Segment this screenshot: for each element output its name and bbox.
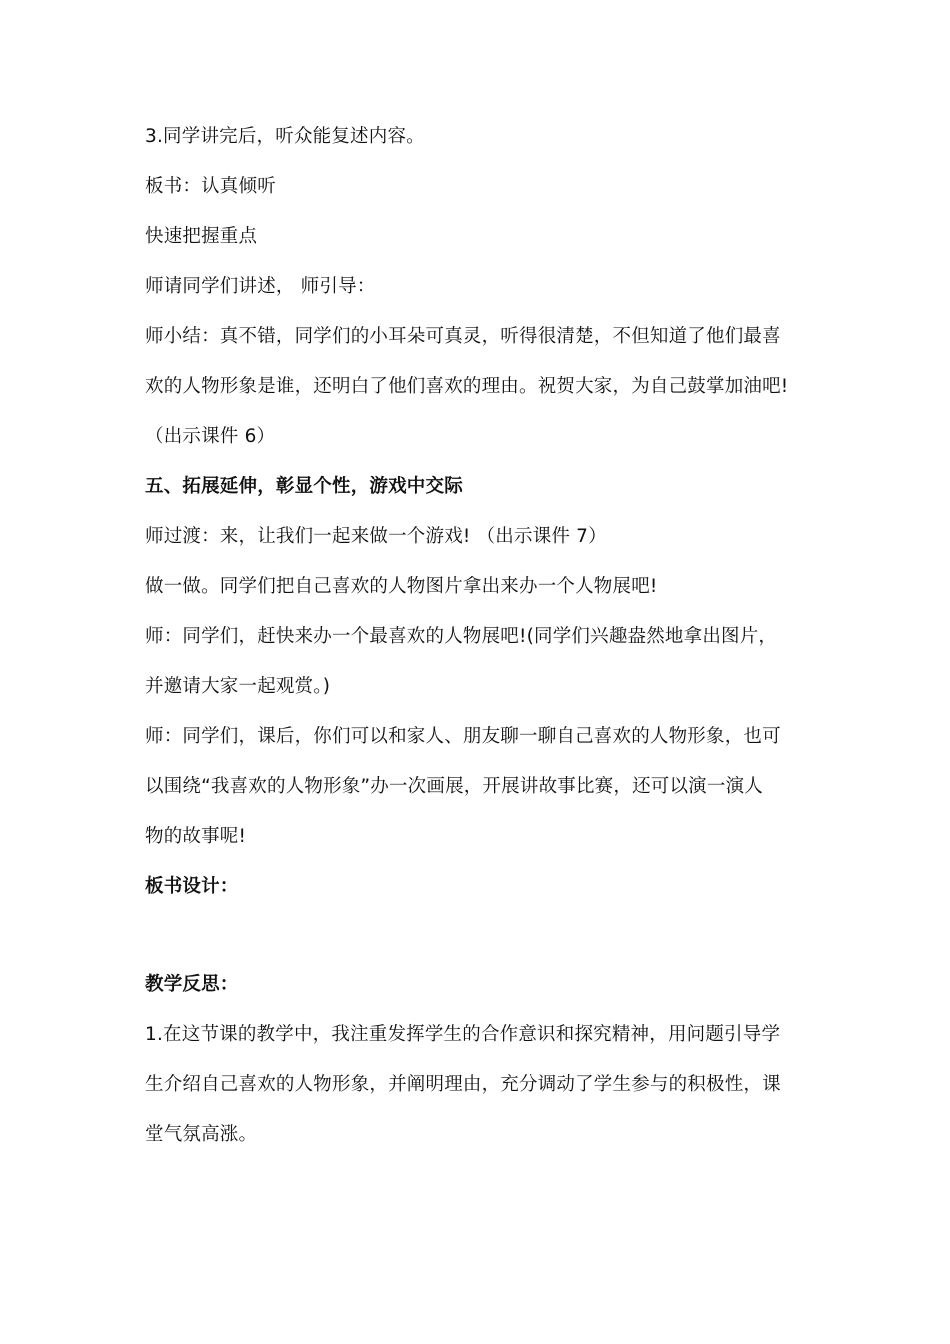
text-line-transition-game: 师过渡：来，让我们一起来做一个游戏! （出示课件 7） bbox=[145, 526, 607, 547]
text-line-retell-content: 3.同学讲完后，听众能复述内容。 bbox=[145, 126, 425, 147]
text-line-courseware-6: （出示课件 6） bbox=[145, 426, 276, 447]
text-line-after-class-1: 师：同学们，课后，你们可以和家人、朋友聊一聊自己喜欢的人物形象，也可 bbox=[145, 726, 781, 747]
section-heading-extension: 五、拓展延伸，彰显个性，游戏中交际 bbox=[145, 476, 463, 497]
text-line-after-class-3: 物的故事呢! bbox=[145, 826, 247, 847]
text-line-grasp-key-points: 快速把握重点 bbox=[145, 226, 258, 247]
text-line-after-class-2: 以围绕“我喜欢的人物形象”办一次画展，开展讲故事比赛，还可以演一演人 bbox=[145, 776, 763, 797]
text-line-reflection-2: 生介绍自己喜欢的人物形象，并阐明理由，充分调动了学生参与的积极性，课 bbox=[145, 1074, 781, 1095]
text-line-do-it: 做一做。同学们把自己喜欢的人物图片拿出来办一个人物展吧! bbox=[145, 576, 658, 597]
section-heading-reflection: 教学反思： bbox=[145, 974, 239, 995]
text-line-board-listen: 板书：认真倾听 bbox=[145, 176, 276, 197]
text-line-character-show-1: 师：同学们，赶快来办一个最喜欢的人物展吧!(同学们兴趣盎然地拿出图片， bbox=[145, 626, 778, 647]
text-line-reflection-3: 堂气氛高涨。 bbox=[145, 1124, 258, 1145]
text-line-teacher-guide: 师请同学们讲述， 师引导： bbox=[145, 276, 376, 297]
text-line-teacher-summary-2: 欢的人物形象是谁，还明白了他们喜欢的理由。祝贺大家，为自己鼓掌加油吧! bbox=[145, 376, 789, 397]
text-line-teacher-summary-1: 师小结：真不错，同学们的小耳朵可真灵，听得很清楚，不但知道了他们最喜 bbox=[145, 326, 781, 347]
document-page bbox=[145, 0, 810, 1344]
section-heading-board-design: 板书设计： bbox=[145, 876, 239, 897]
text-line-reflection-1: 1.在这节课的教学中，我注重发挥学生的合作意识和探究精神，用问题引导学 bbox=[145, 1024, 781, 1045]
text-line-character-show-2: 并邀请大家一起观赏。) bbox=[145, 676, 331, 697]
